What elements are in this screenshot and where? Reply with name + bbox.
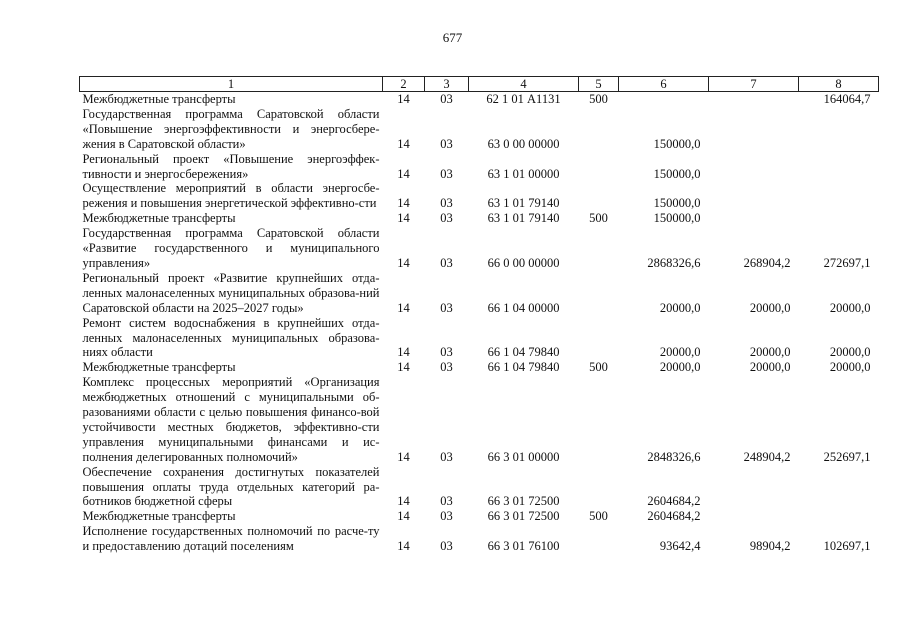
table-row bbox=[80, 524, 879, 554]
cell-amount-1: 2604684,2 bbox=[647, 494, 701, 509]
column-header: 3 bbox=[425, 77, 469, 92]
cell-section: 14 bbox=[397, 360, 410, 375]
cell-target-code: 66 1 04 00000 bbox=[487, 300, 560, 315]
row-name: Региональный проект «Повышение энергоэффек-тивности и энергосбережения» bbox=[82, 151, 380, 181]
cell-target-code: 63 1 01 79140 bbox=[487, 196, 560, 211]
cell-section: 14 bbox=[397, 509, 410, 524]
cell-subsection: 03 bbox=[440, 494, 453, 509]
cell-amount-2: 20000,0 bbox=[749, 345, 791, 360]
cell-amount-2 bbox=[709, 107, 799, 152]
page-number: 677 bbox=[442, 30, 463, 45]
cell-amount-3 bbox=[799, 509, 879, 524]
cell-section: 14 bbox=[397, 136, 410, 151]
cell-expense-type: 500 bbox=[589, 92, 608, 106]
table-row bbox=[80, 226, 879, 271]
table-row bbox=[80, 375, 879, 464]
cell-section: 14 bbox=[397, 255, 410, 270]
cell-expense-type bbox=[579, 524, 619, 554]
row-name: Комплекс процессных мероприятий «Организация межбюджетных отношений с муниципальными об-разованиями области с целью повышения финансо-вой устойчивости местных бюджетов, эффективно-сти управления муниципальными финансами и ис-полнения делегированных полномочий» bbox=[82, 375, 380, 464]
table-row bbox=[80, 316, 879, 361]
budget-table bbox=[79, 76, 879, 554]
cell-target-code: 62 1 01 А1131 bbox=[486, 92, 561, 106]
cell-subsection: 03 bbox=[440, 136, 453, 151]
cell-subsection: 03 bbox=[440, 539, 453, 554]
cell-expense-type: 500 bbox=[589, 211, 608, 226]
cell-section: 14 bbox=[397, 345, 410, 360]
column-header: 6 bbox=[619, 77, 709, 92]
cell-expense-type: 500 bbox=[589, 509, 608, 524]
table-row bbox=[80, 107, 879, 152]
cell-amount-3: 164064,7 bbox=[823, 92, 871, 106]
row-name: Региональный проект «Развитие крупнейших отда-ленных малонаселенных муниципальных образова-ний Саратовской области на 2025–2027 годы» bbox=[82, 270, 380, 315]
cell-amount-2 bbox=[709, 465, 799, 510]
row-name: Межбюджетные трансферты bbox=[82, 92, 236, 106]
cell-subsection: 03 bbox=[440, 360, 453, 375]
cell-amount-2 bbox=[709, 181, 799, 211]
cell-section: 14 bbox=[397, 211, 410, 226]
cell-subsection: 03 bbox=[440, 255, 453, 270]
cell-amount-1: 20000,0 bbox=[659, 360, 701, 375]
cell-subsection: 03 bbox=[440, 509, 453, 524]
cell-expense-type bbox=[579, 152, 619, 182]
cell-amount-3: 20000,0 bbox=[829, 345, 871, 360]
column-header: 1 bbox=[80, 77, 383, 92]
cell-target-code: 66 3 01 72500 bbox=[487, 494, 560, 509]
cell-amount-2 bbox=[709, 211, 799, 226]
column-header: 2 bbox=[383, 77, 425, 92]
cell-amount-1 bbox=[619, 92, 709, 107]
cell-subsection: 03 bbox=[440, 196, 453, 211]
column-header: 8 bbox=[799, 77, 879, 92]
table-row bbox=[80, 92, 879, 107]
cell-amount-2 bbox=[709, 509, 799, 524]
table-row bbox=[80, 181, 879, 211]
row-name: Обеспечение сохранения достигнутых показателей повышения оплаты труда отдельных категорий ра-ботников бюджетной сферы bbox=[82, 464, 380, 509]
cell-subsection: 03 bbox=[440, 92, 453, 106]
cell-amount-1: 150000,0 bbox=[653, 166, 701, 181]
table-row bbox=[80, 465, 879, 510]
cell-amount-3: 102697,1 bbox=[823, 539, 871, 554]
cell-amount-2: 20000,0 bbox=[749, 360, 791, 375]
cell-amount-3: 272697,1 bbox=[823, 255, 871, 270]
row-name: Межбюджетные трансферты bbox=[82, 509, 236, 524]
cell-amount-2 bbox=[709, 92, 799, 107]
cell-amount-2 bbox=[709, 152, 799, 182]
cell-amount-1: 150000,0 bbox=[653, 136, 701, 151]
cell-section: 14 bbox=[397, 449, 410, 464]
table-row bbox=[80, 509, 879, 524]
cell-amount-3 bbox=[799, 465, 879, 510]
cell-expense-type bbox=[579, 316, 619, 361]
row-name: Исполнение государственных полномочий по расче-ту и предоставлению дотаций поселениям bbox=[82, 524, 380, 554]
row-name: Государственная программа Саратовской области «Развитие государственного и муниципального управления» bbox=[82, 226, 380, 270]
row-name: Осуществление мероприятий в области энергосбе-режения и повышения энергетической эффективно-сти bbox=[82, 181, 380, 211]
table-row bbox=[80, 360, 879, 375]
cell-section: 14 bbox=[397, 539, 410, 554]
column-header: 5 bbox=[579, 77, 619, 92]
cell-amount-3 bbox=[799, 152, 879, 182]
cell-target-code: 66 3 01 76100 bbox=[487, 539, 560, 554]
cell-expense-type bbox=[579, 465, 619, 510]
cell-amount-1: 20000,0 bbox=[659, 345, 701, 360]
column-header: 4 bbox=[469, 77, 579, 92]
cell-amount-1: 150000,0 bbox=[653, 196, 701, 211]
cell-target-code: 66 1 04 79840 bbox=[487, 360, 560, 375]
cell-section: 14 bbox=[397, 166, 410, 181]
cell-subsection: 03 bbox=[440, 211, 453, 226]
cell-amount-2: 98904,2 bbox=[749, 539, 791, 554]
cell-expense-type: 500 bbox=[589, 360, 608, 375]
cell-amount-1: 150000,0 bbox=[653, 211, 701, 226]
table-header-row bbox=[80, 77, 879, 92]
cell-target-code: 63 1 01 79140 bbox=[487, 211, 560, 226]
column-header: 7 bbox=[709, 77, 799, 92]
cell-subsection: 03 bbox=[440, 449, 453, 464]
cell-amount-1: 2868326,6 bbox=[647, 255, 701, 270]
cell-target-code: 66 3 01 00000 bbox=[487, 449, 560, 464]
row-name: Межбюджетные трансферты bbox=[82, 360, 236, 375]
cell-expense-type bbox=[579, 375, 619, 464]
cell-amount-2: 20000,0 bbox=[749, 300, 791, 315]
cell-section: 14 bbox=[397, 196, 410, 211]
cell-amount-1: 2848326,6 bbox=[647, 449, 701, 464]
cell-section: 14 bbox=[397, 92, 410, 106]
row-name: Ремонт систем водоснабжения в крупнейших отда-ленных малонаселенных муниципальных образова-ниях области bbox=[82, 315, 380, 360]
table-row bbox=[80, 211, 879, 226]
cell-amount-3: 20000,0 bbox=[829, 360, 871, 375]
cell-amount-3 bbox=[799, 107, 879, 152]
row-name: Межбюджетные трансферты bbox=[82, 211, 236, 226]
cell-expense-type bbox=[579, 271, 619, 316]
table-row bbox=[80, 152, 879, 182]
cell-subsection: 03 bbox=[440, 166, 453, 181]
cell-target-code: 63 0 00 00000 bbox=[487, 136, 560, 151]
cell-amount-2: 268904,2 bbox=[743, 255, 791, 270]
row-name: Государственная программа Саратовской области «Повышение энергоэффективности и энергосбере-жения в Саратовской области» bbox=[82, 106, 380, 151]
cell-section: 14 bbox=[397, 494, 410, 509]
cell-amount-3: 20000,0 bbox=[829, 300, 871, 315]
cell-amount-3 bbox=[799, 181, 879, 211]
cell-subsection: 03 bbox=[440, 300, 453, 315]
cell-amount-3: 252697,1 bbox=[823, 449, 871, 464]
cell-section: 14 bbox=[397, 300, 410, 315]
cell-expense-type bbox=[579, 181, 619, 211]
cell-target-code: 63 1 01 00000 bbox=[487, 166, 560, 181]
cell-target-code: 66 3 01 72500 bbox=[487, 509, 560, 524]
cell-subsection: 03 bbox=[440, 345, 453, 360]
cell-amount-1: 20000,0 bbox=[659, 300, 701, 315]
cell-target-code: 66 1 04 79840 bbox=[487, 345, 560, 360]
cell-target-code: 66 0 00 00000 bbox=[487, 255, 560, 270]
cell-amount-3 bbox=[799, 211, 879, 226]
cell-expense-type bbox=[579, 107, 619, 152]
table-row bbox=[80, 271, 879, 316]
cell-amount-1: 2604684,2 bbox=[647, 509, 701, 524]
cell-amount-2: 248904,2 bbox=[743, 449, 791, 464]
cell-expense-type bbox=[579, 226, 619, 271]
cell-amount-1: 93642,4 bbox=[659, 539, 701, 554]
